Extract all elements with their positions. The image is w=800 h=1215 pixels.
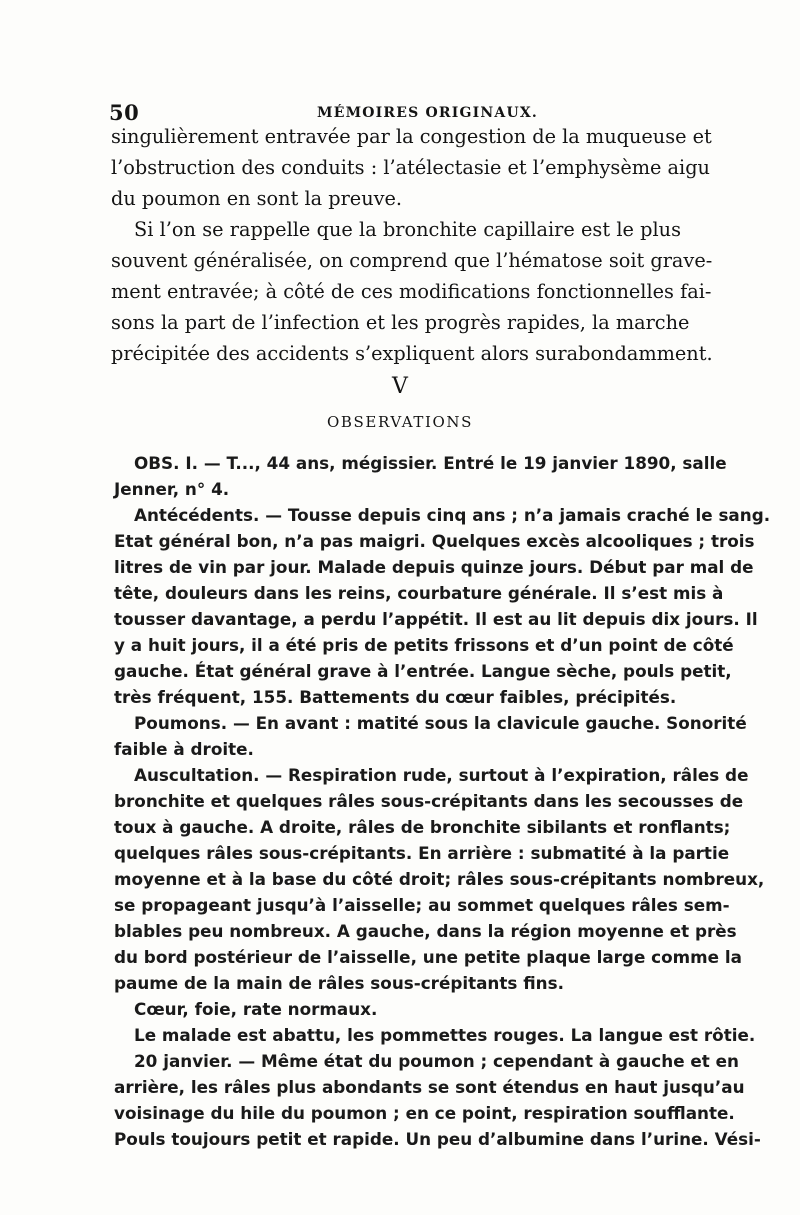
page-number: 50 (109, 100, 140, 125)
observation-line: OBS. I. — T..., 44 ans, mégissier. Entré le 19 janvier 1890, salle (134, 453, 727, 473)
observation-line: très fréquent, 155. Battements du cœur faibles, précipités. (114, 687, 677, 707)
body-line: l’obstruction des conduits : l’atélectasie et l’emphysème aigu (111, 156, 710, 179)
section-number: V (392, 374, 408, 399)
observation-line: bronchite et quelques râles sous-crépitants dans les secousses de (114, 791, 744, 811)
observation-line: arrière, les râles plus abondants se sont étendus en haut jusqu’au (114, 1077, 745, 1097)
body-line: ment entravée; à côté de ces modifications fonctionnelles fai- (111, 280, 712, 303)
body-line: singulièrement entravée par la congestion de la muqueuse et (111, 125, 712, 148)
page-header (109, 100, 689, 126)
body-line: précipitée des accidents s’expliquent alors surabondamment. (111, 342, 713, 365)
observation-line: se propageant jusqu’à l’aisselle; au sommet quelques râles sem- (114, 895, 730, 915)
observation-line: paume de la main de râles sous-crépitants fins. (114, 973, 564, 993)
observation-line: 20 janvier. — Même état du poumon ; cependant à gauche et en (134, 1051, 740, 1071)
observation-line: toux à gauche. A droite, râles de bronchite sibilants et ronflants; (114, 817, 731, 837)
observation-line: Auscultation. — Respiration rude, surtout à l’expiration, râles de (134, 765, 749, 785)
observation-line: Antécédents. — Tousse depuis cinq ans ; n’a jamais craché le sang. (134, 505, 771, 525)
observation-line: litres de vin par jour. Malade depuis quinze jours. Début par mal de (114, 557, 754, 577)
observation-line: Poumons. — En avant : matité sous la clavicule gauche. Sonorité (134, 713, 747, 733)
observation-line: voisinage du hile du poumon ; en ce point, respiration soufflante. (114, 1103, 735, 1123)
observation-line: quelques râles sous-crépitants. En arrière : submatité à la partie (114, 843, 730, 863)
observation-line: Le malade est abattu, les pommettes rouges. La langue est rôtie. (134, 1025, 756, 1045)
observation-line: faible à droite. (114, 739, 254, 759)
observation-line: Jenner, n° 4. (114, 479, 230, 499)
body-line: souvent généralisée, on comprend que l’hématose soit grave- (111, 249, 713, 272)
observation-line: y a huit jours, il a été pris de petits frissons et d’un point de côté (114, 635, 734, 655)
body-line: Si l’on se rappelle que la bronchite capillaire est le plus (134, 218, 681, 241)
body-line: du poumon en sont la preuve. (111, 187, 403, 210)
observation-line: moyenne et à la base du côté droit; râles sous-crépitants nombreux, (114, 869, 765, 889)
observation-line: tête, douleurs dans les reins, courbature générale. Il s’est mis à (114, 583, 724, 603)
observation-line: du bord postérieur de l’aisselle, une petite plaque large comme la (114, 947, 742, 967)
body-line: sons la part de l’infection et les progrès rapides, la marche (111, 311, 690, 334)
observation-line: tousser davantage, a perdu l’appétit. Il est au lit depuis dix jours. Il (114, 609, 758, 629)
running-head: MÉMOIRES ORIGINAUX. (317, 105, 538, 121)
observation-line: Pouls toujours petit et rapide. Un peu d’albumine dans l’urine. Vési- (114, 1129, 761, 1149)
section-title: OBSERVATIONS (327, 413, 473, 431)
observation-line: Cœur, foie, rate normaux. (134, 999, 378, 1019)
observation-line: blables peu nombreux. A gauche, dans la région moyenne et près (114, 921, 737, 941)
observation-line: gauche. État général grave à l’entrée. Langue sèche, pouls petit, (114, 661, 732, 681)
observation-line: Etat général bon, n’a pas maigri. Quelques excès alcooliques ; trois (114, 531, 755, 551)
